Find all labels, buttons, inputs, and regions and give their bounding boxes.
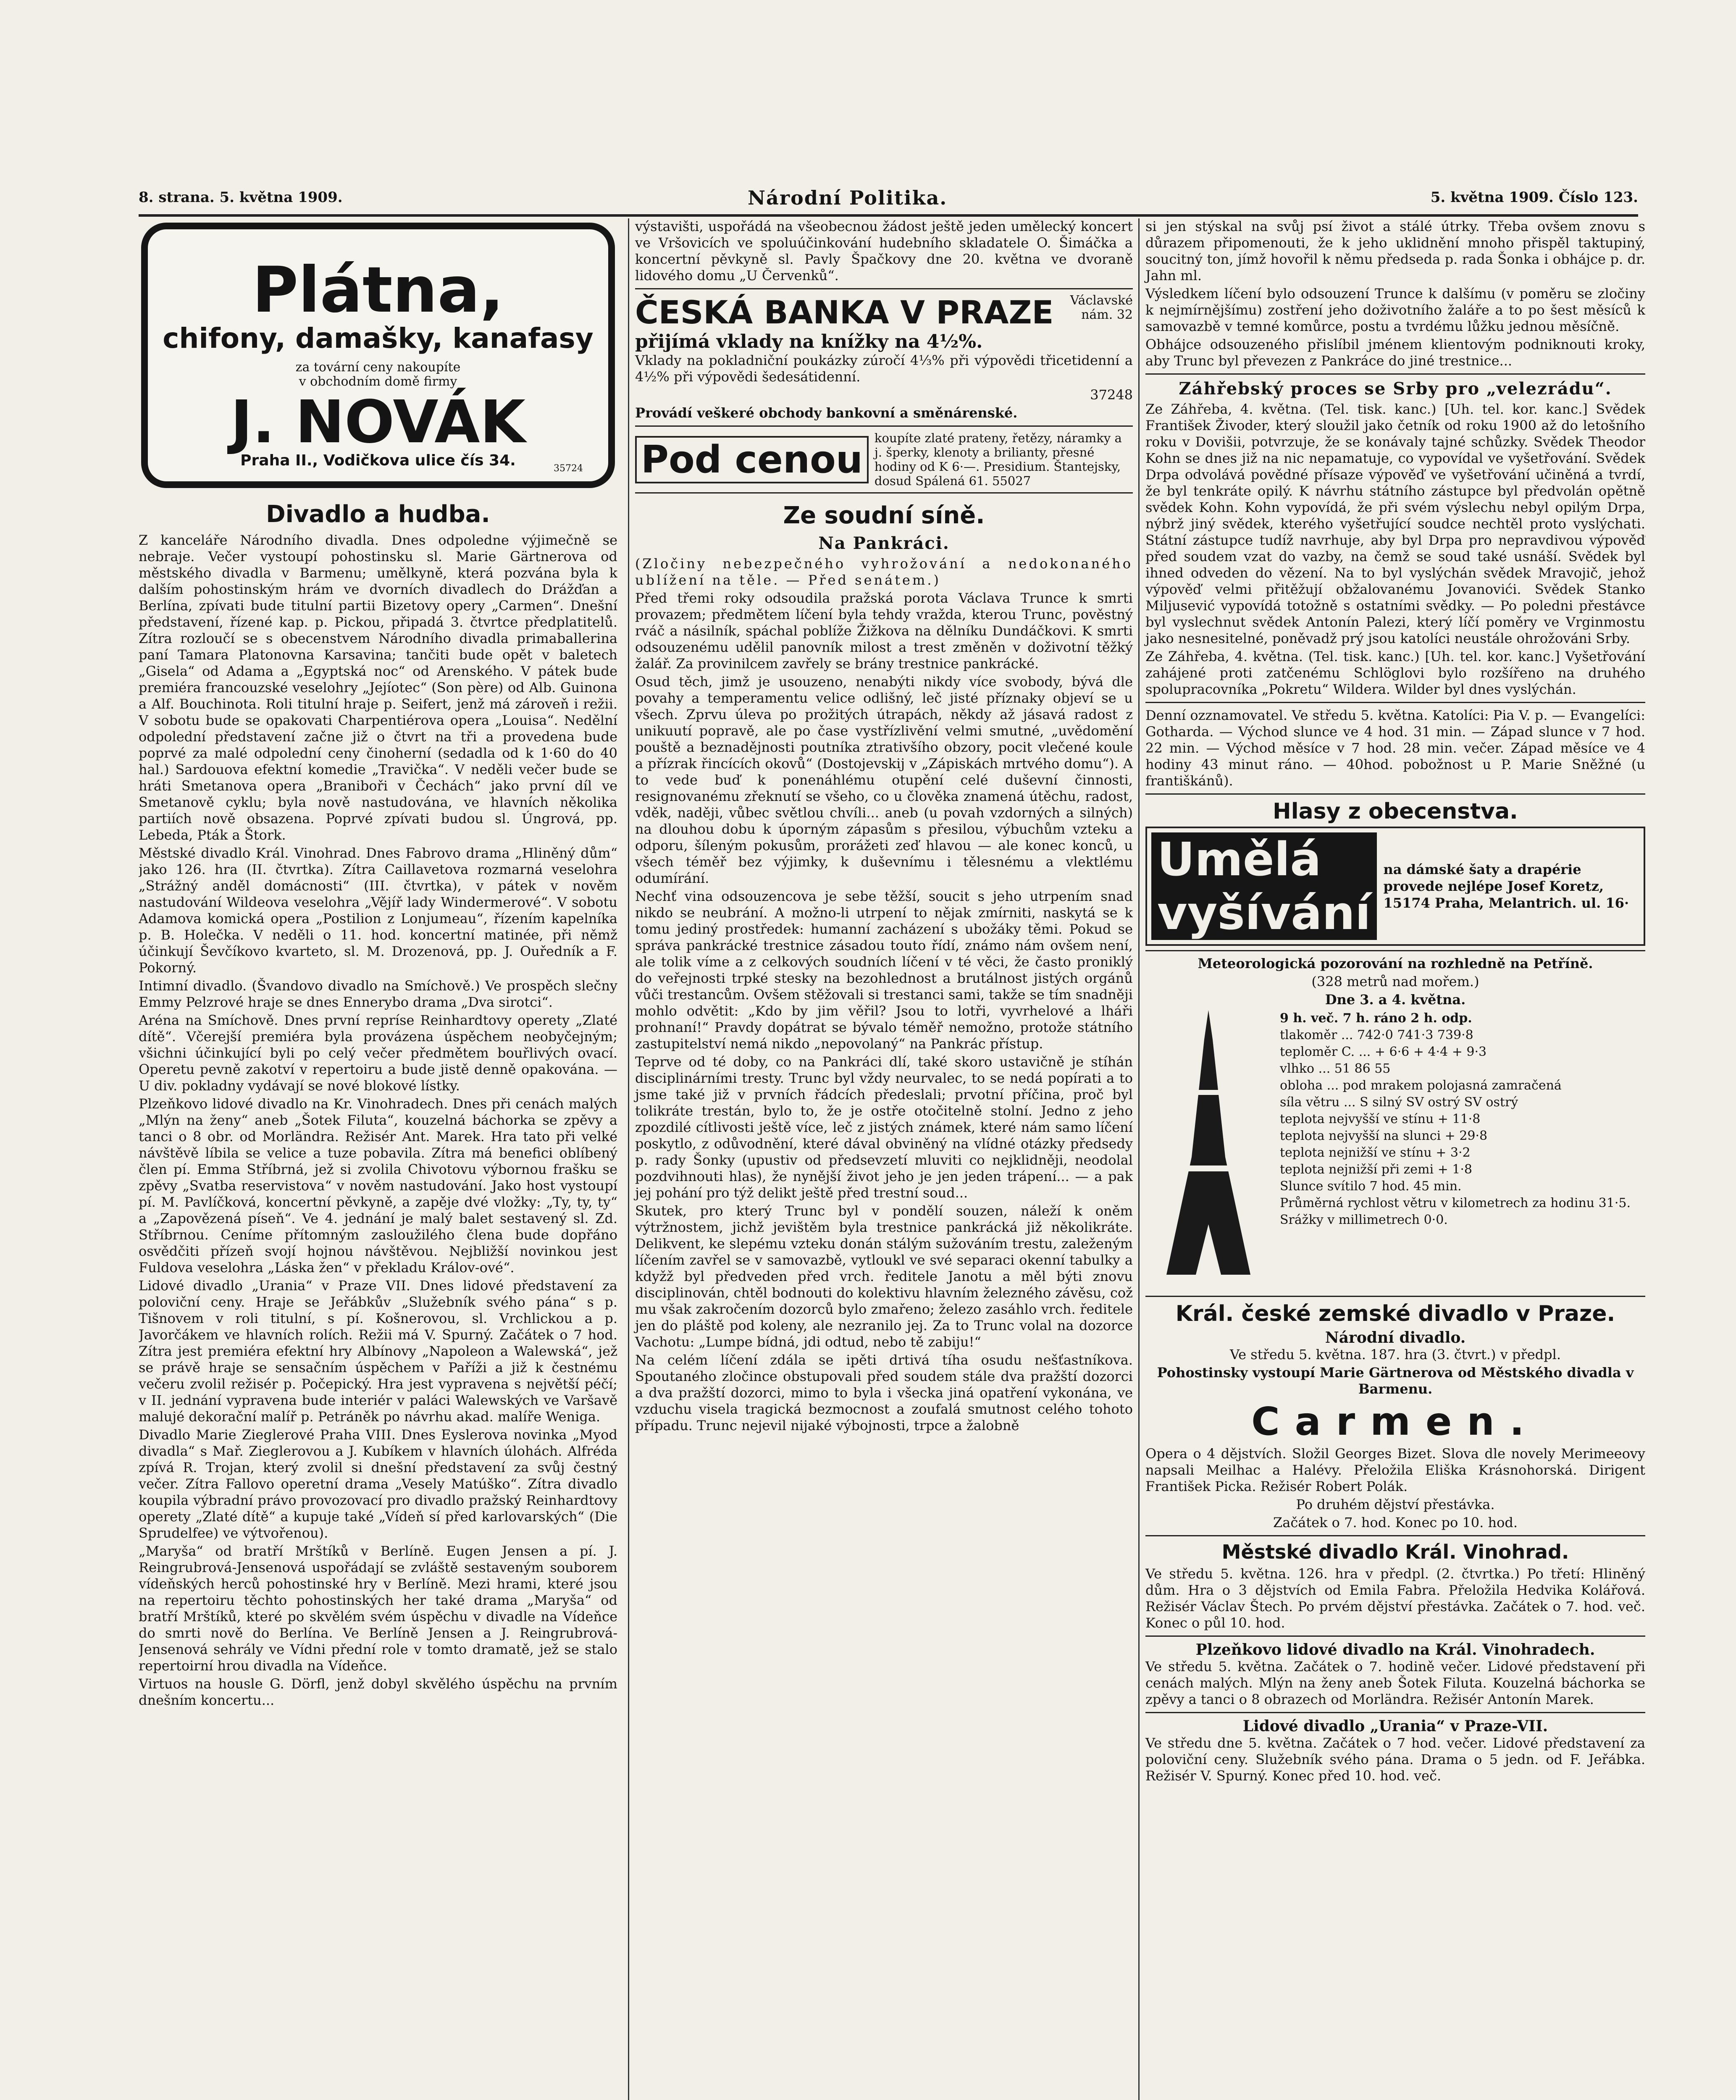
meteo-row: teploměr C. ... + 6·6 + 4·4 + 9·3 — [1280, 1045, 1487, 1059]
meteo-row: obloha ... pod mrakem polojasná zamračená — [1280, 1078, 1562, 1093]
zahreb-paragraph-1: Ze Záhřeba, 4. května. (Tel. tisk. kanc.) [Uh. tel. kor. kanc.] Svědek František Živoder, který sloužil jako četník od roku 1900 až do letošního roku v Dovišii, potvrzuje, že se konávaly tajné schůzky. Svědek Theodor Kohn se dnes již na nic nepamatuje, co vypovídal ve vyšetřování. Svědek Drpa odvolává povědné přísaze výpověď ve vyšetřování učiněná a tvrdí, že byl tenkráte opilý. K návrhu státního zástupce byl předvolán opětně svědek Kohn. Kohn vypovídá, že při svém výslechu nebyl opilým Drpa, nýbrž jiný svědek, kterého vyšetřující soudce nechtěl proto vyslýchati. Státní zástupce tudíž navrhuje, aby byl Drpa pro nepravdivou výpověď před soudem vzat do vazby, na čemž se soud také usnáší. Svědek byl ihned odveden do vězení. Na to byl vyslýchán svědek Mravojič, jehož výpověď velmi přitěžují obžalovanému Jovanovići. Svědek Stanko Miljusević vypovídá totožně s ostatními svědky. — Po poledni přestávce byl vyslechnut svědek Antonín Palezi, který líčí poměry ve Vrginmostu jako nesnesitelné, poněvadž prý jsou katolíci neustále ohrožováni Srby. — [1145, 401, 1645, 646]
meteo-row: teplota nejnižší ve stínu + 3·2 — [1280, 1145, 1471, 1160]
divider — [1145, 1712, 1645, 1713]
soud-lead: (Zločiny nebezpečného vyhrožování a nedokonaného ublížení na těle. — Před senátem.) — [635, 556, 1133, 588]
meteo-row: Slunce svítilo 7 hod. 45 min. — [1280, 1179, 1462, 1194]
meteo-row: teplota nejnižší při zemi + 1·8 — [1280, 1162, 1472, 1177]
meteo-table — [1280, 1010, 1645, 1228]
divider — [635, 425, 1133, 427]
soud-continuation-1: si jen stýskal na svůj psí život a stálé útrky. Třeba ovšem znovu s důrazem připomenouti, že k jeho uklidnění mnoho přispěl taktupiný, soucitný ton, jímž hovořil k němu předseda p. rada Šonka i obhájce p. dr. Jahn ml. — [1145, 218, 1645, 284]
bank-address-line-1: Václavské — [1070, 293, 1133, 308]
plzenkovo-divadlo-program — [1145, 1641, 1645, 1708]
pod-cenou-advertisement — [635, 431, 1133, 488]
meteo-subtitle: (328 metrů nad mořem.) — [1311, 974, 1479, 990]
meteo-table-header: 9 h. več. 7 h. ráno 2 h. odp. — [1280, 1011, 1472, 1026]
mestske-divadlo-title: Městské divadlo Král. Vinohrad. — [1221, 1541, 1569, 1563]
concert-notice: výstavišti, uspořádá na všeobecnou žádost ještě jeden umělecký koncert ve Vršovicích ve spoluúčinkování hudebního skladatele O. Šimáčka a koncertní pěvkyně sl. Pavly Špačkovy dne 20. května ve dvoraně lidového domu „U Červenků“. — [635, 218, 1133, 284]
divadlo-paragraph-8: „Maryša“ od bratří Mrštíků v Berlíně. Eugen Jensen a pí. J. Reingrubrová-Jensenová uspořádají se zvláště sestaveným souborem vídeňských herců pohostinské hry v Berlíně. Mezi hrami, které jsou na repertoiru těchto pohostinských her také drama „Maryša“ od bratří Mrštíků, které po skvělém svém úspěchu v divadle na Vídeňce do smrti nově do Berlína. Ve Berlíně Jensen a J. Reingrubrová-Jensenová sehrály ve Vídni přední role v tomto dramatě, jež se stalo repertoirní hrou divadla na Vídeňce. — [139, 1543, 617, 1674]
pod-cenou-body: koupíte zlaté prateny, řetězy, náramky a j. šperky, klenoty a brilianty, přesné hodiny od K 6·—. Presidium. Štantejsky, dosud Spálená 61. — [874, 431, 1122, 488]
urania-divadlo-text: Ve středu dne 5. května. Začátek o 7 hod. večer. Lidové představení za poloviční ceny. Služebník svého pána. Drama o 5 jedn. od F. Jeřábka. Režisér V. Spurný. Konec před 10. hod. več. — [1145, 1735, 1645, 1784]
divider — [635, 492, 1133, 494]
urania-divadlo-title: Lidové divadlo „Urania“ v Praze-VII. — [1242, 1717, 1548, 1735]
vysivani-headline: Umělá vyšívání — [1151, 832, 1377, 940]
vysivani-text: na dámské šaty a drapérie provede nejlépe Josef Koretz, 15174 Praha, Melantrich. ul. 16· — [1383, 861, 1629, 911]
column-3 — [1138, 218, 1645, 2100]
divadlo-section-title: Divadlo a hudba. — [266, 501, 490, 528]
bank-name: ČESKÁ BANKA V PRAZE — [635, 294, 1054, 331]
divider — [1145, 793, 1645, 795]
soud-continuation-3: Obhájce odsouzeného přislíbil jménem klientovým podniknouti kroky, aby Trunc byl převezen z Pankráce do jiné trestnice... — [1145, 336, 1645, 369]
bank-text-1: Vklady na pokladniční poukázky zúročí 4⅓% při výpovědi třicetidenní a 4½% při výpovědi šedesátidenní. — [635, 352, 1133, 385]
pod-cenou-headline: Pod cenou — [635, 436, 869, 483]
program-line-1: Ve středu 5. května. 187. hra (3. čtvrt.) v předpl. — [1229, 1347, 1561, 1362]
divider — [635, 288, 1133, 289]
divadlo-paragraph-4: Aréna na Smíchově. Dnes první repríse Reinhardtovy operety „Zlaté dítě“. Včerejší premiéra byla provázena úspěchem neobyčejným; všichni účinkující byli po celý večer předmětem bouřlivých ovací. Operetu pevně zakotví v repertoiru a bude jistě denně opakována. — U div. pokladny vydávají se nové blokové lístky. — [139, 1012, 617, 1094]
soud-paragraph-6: Na celém líčení zdála se ipěti drtivá tíha osudu nešťastníkova. Spoutaného zločince obstupovali před soudem stále dva pražští dozorci a dva pražští dozorci, mimo to byla i všecka jiná opatření vykonána, ve vzduchu visela tragická bezmocnost a zoufalá smutnost celého tohoto případu. Trunc nejevil nijaké výbojnosti, trpce a žalobně — [635, 1352, 1133, 1433]
mestske-divadlo-program — [1145, 1541, 1645, 1631]
soud-paragraph-4: Teprve od té doby, co na Pankráci dlí, také skoro ustavičně je stíhán disciplinárními tresty. Trunc byl vždy neurvalec, to se nedá popírati a to jsme také již v prvních řádcích předeslali; prvotní příčina, proč byl tolikráte trestán, bylo to, že je ostře otočitelně stolní. Jedno z jeho zpozdilé cítlivosti ještě více, leč z jistých známek, které nám samo líčení poskytlo, z odůvodnění, které dával obviněný na vlídné otázky předsedy p. rady Šonky (upustiv od předsevzetí mluviti co nejklidněji, neodolal pozdvihnouti hlas), že nynější život jeho je jen jeden trápení... — a pak jej pohání pro týž delikt ještě před trestní soud... — [635, 1054, 1133, 1201]
novak-ad-line-2: v obchodním domě firmy — [299, 374, 457, 389]
soud-paragraph-1: Před třemi roky odsoudila pražská porota Václava Trunce k smrti provazem; předmětem líčení byla tehdy vražda, kterou Trunc, pověstný rváč a násilník, spáchal poblíže Žižkova na dělníku Dundáčkovi. K smrti odsouzenému udělil panovník milost a trest změněn v doživotní těžký žalář. Za provinilcem zavřely se brány trestnice pankrácké. — [635, 590, 1133, 672]
pod-cenou-text — [875, 431, 1133, 488]
meteo-row: síla větru ... S silný SV ostrý SV ostrý — [1280, 1095, 1518, 1110]
masthead-title: Národní Politika. — [748, 186, 948, 209]
narodni-divadlo-program — [1145, 1301, 1645, 1531]
pod-cenou-code: 55027 — [992, 474, 1031, 488]
zemske-divadlo-title: Král. české zemské divadlo v Praze. — [1175, 1301, 1615, 1326]
meteo-title: Meteorologická pozorování na rozhledně na Petříně. — [1198, 956, 1593, 971]
program-line-4: Po druhém dějství přestávka. — [1296, 1496, 1495, 1512]
bank-code: 37248 — [1090, 387, 1133, 403]
meteorological-report — [1145, 956, 1645, 1292]
meteo-row: teplota nejvyšší ve stínu + 11·8 — [1280, 1112, 1481, 1126]
divider — [1145, 1296, 1645, 1297]
plzenkovo-divadlo-title: Plzeňkovo lidové divadlo na Král. Vinohradech. — [1195, 1641, 1595, 1659]
bank-interest-line: přijímá vklady na knížky na 4½%. — [635, 331, 983, 352]
novak-ad-headline: Plátna, — [252, 254, 504, 327]
narodni-divadlo-subtitle: Národní divadlo. — [1325, 1329, 1466, 1347]
zahreb-paragraph-2: Ze Záhřeba, 4. května. (Tel. tisk. kanc.) [Uh. tel. kor. kanc.] Vyšetřování zahájené proti zatčenému Schlöglovi bylo rozšířeno na druhého spolupracovníka „Pokretu“ Wildera. Wilder byl dnes vyslýchán. — [1145, 648, 1645, 697]
soud-paragraph-2: Osud těch, jimž je usouzeno, nenabýti nikdy více svobody, bývá dle povahy a temperamentu velice odlišný, leč jisté příznaky objeví se u všech. Zprvu úleva po prožitých útrapách, někdy až jásavá radost z unikuutí popravě, ale po čase vystřízlivění velmi smutné, „uvědomění pouště a beznadějnosti poutníka ztrativšího obzory, pocit vlečené koule a přízrak řincících okovů“ (Dostojevskij v „Zápiskách mrtvého domu“). A to vede buď k ponenáhlému otupění celé duševní činnosti, resignovanému zřeknutí se všeho, co u člověka znamená útěchu, radost, vděk, naději, vůbec světlou chvíli... aneb (u povah vzdorných a silných) na dlouhou dobu k úporným zápasům s přesilou, výbuchům vzteku a odporu, šíleným pokusům, prorážeti zeď hlavou — ale konec konců, u všech téměř bez výjimky, k duševnímu i tělesnému a vlektlému odumírání. — [635, 674, 1133, 886]
divider — [1145, 373, 1645, 375]
column-1 — [139, 218, 617, 2100]
vysivani-advertisement — [1145, 827, 1645, 946]
novak-ad-subheadline: chifony, damašky, kanafasy — [163, 322, 594, 354]
page-header — [139, 185, 1638, 217]
zahreb-section-title: Záhřebský proces se Srby pro „velezrádu“. — [1179, 379, 1612, 399]
divadlo-paragraph-1: Z kanceláře Národního divadla. Dnes odpoledne výjimečně se nebraje. Večer vystoupí pohostinsku sl. Marie Gärtnerova od městského divadla v Barmenu; umělkyně, která pozvána byla k dalším pohostinským hrám ve dvorních divadlech do Drážďan a Berlína, zpívati bude titulní partii Bizetovy opery „Carmen“. Dnešní představení, řízené kap. p. Pickou, připadá 3. čtvrtce předplatitelů. Zítra rozloučí se s obecenstvem Národního divadla primaballerina paní Tamara Platonovna Karsavina; tančiti bude opět v baletech „Gisela“ od Adama a „Egyptská noc“ od Arenského. V pátek bude premiéra francouzské veselohry „Jejíotec“ (Son père) od Alb. Guinona a Alf. Bouchinota. Roli titulní hraje p. Seifert, jenž má zároveň i režii. V sobotu bude se opakovati Charpentiérova opera „Louisa“. Nedělní odpolední představení začne již o čtvrt na tři a provedena bude poprvé za malé odpolední ceny činoherní (sedadla od k 1·60 do 40 hal.) Sardouova efektní komedie „Travička“. V neděli večer bude se hráti Smetanova opera „Braniboři v Čechách“ jako první díl ve Smetanově cyklu; byla nově nastudována, ve hlavních několika partiích nově obsazena. Poprvé zpívati budou sl. Úngrová, pp. Lebeda, Pták a Štork. — [139, 532, 617, 843]
urania-divadlo-program — [1145, 1717, 1645, 1784]
soud-paragraph-5: Skutek, pro který Trunc byl v pondělí souzen, náleží k oněm výtržnostem, jichž jevištěm byla trestnice pankrácká již několikráte. Delikvent, ke slepému vzteku donán stálým sužováním trestu, zaleženým líčením zavřel se v samovazbě, vytloukl ve své separaci okenní tabulky a kdyžž byl předveden před vrch. ředitele Janotu a měl býti znovu disciplinován, chtěl bodnouti do kolektivu hlavním železného závěsu, což mu však zakročením dozorců bylo zmařeno; železo zasáhlo vrch. ředitele jen do pláště pod koleny, ale nezranilo jej. Za to Trunc volal na dozorce Vachotu: „Lumpe bídná, jdi odtud, nebo tě zabiju!“ — [635, 1203, 1133, 1350]
carmen-title: Carmen. — [1251, 1399, 1539, 1444]
divadlo-paragraph-7: Divadlo Marie Zieglerové Praha VIII. Dnes Eyslerova novinka „Myod divadla“ s Mař. Zieglerovou a J. Kubíkem v hlavních úlohách. Alfréda zpívá R. Trojan, který zvolil si dnešní představení za svůj čestný večer. Zítra Fallovo operetní drama „Vesely Matúško“. Zítra divadlo koupila výbradní právo provozovací pro divadlo pražský Reinhardtovy operety „Zlaté dítě“ a kupuje také „Vídeň sí před karlovarských“ (Die Sprudelfee) ve výtvořenou). — [139, 1427, 617, 1541]
divider — [1145, 950, 1645, 951]
divider — [1145, 1635, 1645, 1637]
novak-ad-address: Praha II., Vodičkova ulice čís 34. — [240, 452, 516, 469]
divadlo-paragraph-6: Lidové divadlo „Urania“ v Praze VII. Dnes lidové představení za poloviční ceny. Hraje se Jeřábkův „Služebník svého pána“ s p. Tišnovem v roli titulní, s pí. Košnerovou, sl. Vrchlickou a p. Javorčákem ve hlavních rolích. Režii má V. Spurný. Začátek o 7 hod. Zítra jest premiéra efektní hry Albínovy „Napoleon a Walewská“, jež se právě hraje se sensačním úspěchem v Paříži a již k čestnému večeru zvolil režisér p. Počepický. Hra jest vypravena s největší péčí; v II. jednání vypravena bude interiér v paláci Walewských ve Varšavě malujé dekorační malíř p. Petráněk po návrhu akad. malíře Wenigа. — [139, 1278, 617, 1425]
divadlo-paragraph-3: Intimní divadlo. (Švandovo divadlo na Smíchově.) Ve prospěch slečny Emmy Pelzrové hraje se dnes Ennerybo drama „Dva sirotci“. — [139, 978, 617, 1010]
meteo-row: tlakoměr ... 742·0 741·3 739·8 — [1280, 1028, 1473, 1042]
header-right: 5. května 1909. Číslo 123. — [1430, 189, 1638, 206]
meteo-row: Průměrná rychlost větru v kilometrech za hodinu 31·5. — [1280, 1196, 1631, 1210]
soud-continuation-2: Výsledkem líčení bylo odsouzení Trunce k dalšímu (v poměru se zločiny k nejmírnějšímu) zostření jeho doživotního žaláře a to po šest měsíců k samovazbě v temné komůrce, postu a tvrdému lůžku jednou měsíčně. — [1145, 286, 1645, 334]
header-left: 8. strana. 5. května 1909. — [139, 189, 343, 206]
column-2 — [628, 218, 1133, 2100]
soud-paragraph-3: Nechť vina odsouzencova je sebe těžší, soucit s jeho utrpením snad nikdo se neubrání. A možno-li utrpení to nějak zmírniti, naskytá se k tomu jediný prostředek: humanní zacházení s ubožáky těmi. Pokud se správa pankrácké trestnice zásadou touto řídí, známo nám ovšem není, ale tolik víme a z celkových soudních líčení v té věci, že často proniklý do veřejnosti trpké stesky na bezohlednost a brutálnost jistých orgánů vůči trestancům. Ovšem stěžovali si trestanci sami, takže se tím snadněji mohlo odvětit: „Kdo by jim věřil? Jsou to lotři, vyvrhelové a lháři prohnaní!“ Pravdy dopátrat se bývalo téměř nemožno, protože státního zastupitelství nemá nikdo „nepovolaný“ na Pankrác přístup. — [635, 888, 1133, 1052]
bank-address — [1070, 294, 1133, 322]
meteo-row: vlhko ... 51 86 55 — [1280, 1061, 1391, 1076]
novak-advertisement — [141, 223, 615, 488]
program-line-2: Pohostinsky vystoupí Marie Gärtnerova od Městského divadla v Barmenu. — [1157, 1365, 1634, 1397]
bank-address-line-2: nám. 32 — [1081, 307, 1133, 322]
divadlo-paragraph-5: Plzeňkovo lidové divadlo na Kr. Vinohradech. Dnes při cenách malých „Mlýn na ženy“ aneb „Šotek Filuta“, kouzelná báchorka se zpěvy a tanci o 8 obr. od Morländra. Režisér Ant. Marek. Hra tato při velké návštěvě líbila se velice a tuze pobavila. Zítra má benefici oblíbený člen pí. Emma Stříbrná, jež si zvolila Chivotovu výbornou frašku se zpěvy „Svatba reservistova“ v nověm nastudování. Jako host vystoupí pí. M. Pavlíčková, koncertní pěvkyně, a zapěje dvé vložky: „Ty, ty, ty“ a „Zapovězená píseň“. Ve 4. jednání je malý balet sestavený sl. Zd. Stříbrnou. Ceníme přítomným zasloužilého člena bude dopřáno osvědčiti přízeň svojí hojnou návštěvou. Nejbližší novinkou jest Fuldova veselohra „Láska žen“ v překladu Králov-ové“. — [139, 1096, 617, 1276]
program-line-3: Opera o 4 dějstvích. Složil Georges Bizet. Slova dle novely Merimeeovy napsali Meilhac a Halévy. Přeložila Eliška Krásnohorská. Dirigent František Picka. Režisér Robert Polák. — [1145, 1446, 1645, 1494]
divider — [1145, 1535, 1645, 1536]
bank-text-2: Provádí veškeré obchody bankovní a směnárenské. — [635, 405, 1018, 421]
novak-ad-line-1: za tovární ceny nakoupíte — [295, 360, 461, 375]
novak-ad-name: J. NOVÁK — [230, 388, 526, 457]
petrin-tower-illustration — [1150, 1006, 1267, 1283]
meteo-date: Dne 3. a 4. května. — [1325, 992, 1466, 1008]
novak-ad-code: 35724 — [554, 463, 583, 474]
hlasy-section-title: Hlasy z obecenstva. — [1273, 799, 1518, 824]
soud-section-title: Ze soudní síně. — [783, 502, 985, 529]
program-line-5: Začátek o 7. hod. Konec po 10. hod. — [1273, 1515, 1518, 1530]
mestske-divadlo-text: Ve středu 5. května. 126. hra v předpl. (2. čtvrtka.) Po třetí: Hliněný dům. Hra o 3 dějstvích od Emila Fabra. Přeložila Hedvika Kolářová. Režisér Václav Štech. Po prvém dějství přestávka. Začátek o 7. hod. več. Konec o půl 10. hod. — [1145, 1566, 1645, 1631]
meteo-row: Srážky v millimetrech 0·0. — [1280, 1213, 1448, 1227]
ceska-banka-advertisement — [635, 294, 1133, 421]
meteo-row: teplota nejvyšší na slunci + 29·8 — [1280, 1129, 1488, 1143]
soud-subtitle: Na Pankráci. — [818, 533, 950, 553]
plzenkovo-divadlo-text: Ve středu 5. května. Začátek o 7. hodině večer. Lidové představení při cenách malých. Mlýn na ženy aneb Šotek Filuta. Kouzelná báchorka se zpěvy a tanci o 8 obrazech od Morländra. Režisér Antonín Marek. — [1145, 1659, 1645, 1707]
divider — [1145, 702, 1645, 703]
denni-oznamovatel: Denní ozznamovatel. Ve středu 5. května. Katolíci: Pia V. p. — Evangelíci: Gotharda. — Východ slunce ve 4 hod. 31 min. — Západ slunce v 7 hod. 22 min. — Východ měsíce v 7 hod. 28 min. večer. Západ měsíce ve 4 hodiny 43 minut ráno. — 40hod. pobožnost u P. Marie Sněžné (u františkánů). — [1145, 707, 1645, 789]
divadlo-paragraph-9: Virtuos na housle G. Dörfl, jenž dobyl skvělého úspěchu na prvním dnešním koncertu... — [139, 1676, 617, 1708]
divadlo-paragraph-2: Městské divadlo Král. Vinohrad. Dnes Fabrovo drama „Hliněný dům“ jako 126. hra (II. čtvrtka). Zítra Caillavetova rozmarná veselohra „Strážný anděl domácnosti“ (III. čtvrtka), v pátek v nověm nastudování Wildeova veselohra „Vějíř lady Windermerové“. V sobotu Adamova komická opera „Postilion z Lonjumeau“, řízením kapelníka p. B. Holečka. V neděli o 11. hod. koncertní matinée, při němž účinkují Ševčíkovo kvarteto, sl. M. Drozenová, pp. J. Ouředník a F. Pokorný. — [139, 845, 617, 976]
